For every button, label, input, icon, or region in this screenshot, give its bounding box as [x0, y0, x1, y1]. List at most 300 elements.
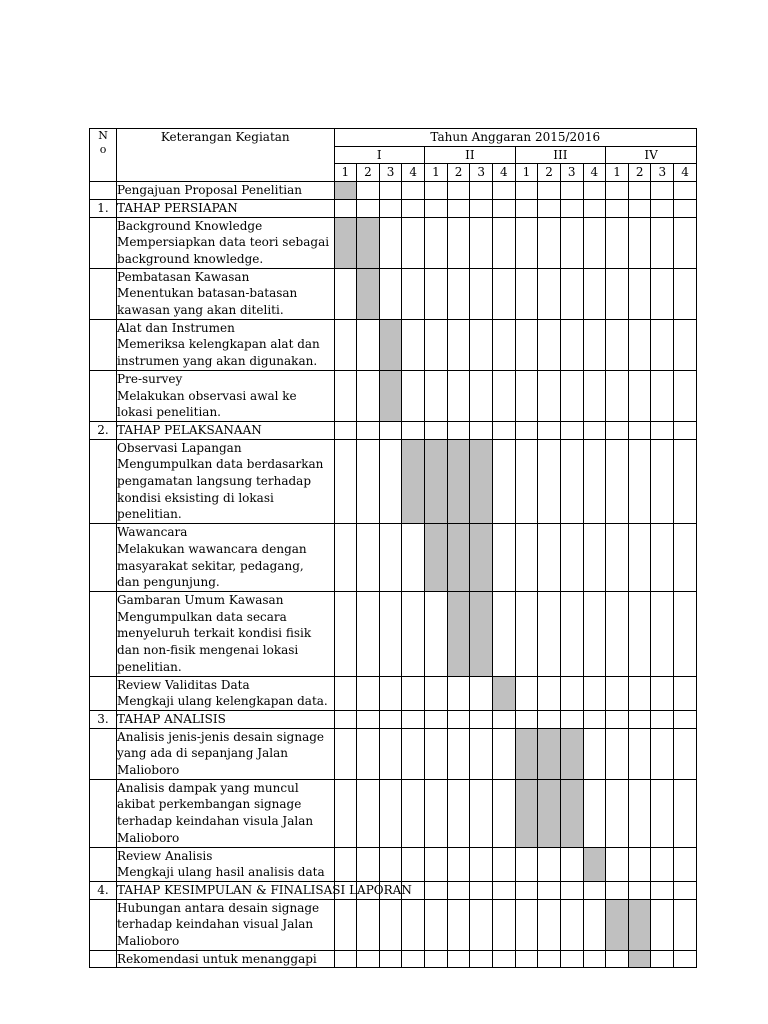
row-number: [90, 524, 117, 592]
schedule-cell: [560, 847, 583, 881]
quarter-header: II: [425, 146, 516, 164]
schedule-cell: [583, 439, 606, 524]
schedule-cell: [606, 370, 629, 421]
schedule-cell-filled: [334, 182, 357, 200]
schedule-cell: [674, 370, 697, 421]
stage-row: [90, 881, 697, 899]
schedule-cell: [538, 182, 561, 200]
schedule-cell: [402, 847, 425, 881]
schedule-cell: [583, 881, 606, 899]
schedule-cell: [515, 319, 538, 370]
description-column-header: Keterangan Kegiatan: [117, 129, 334, 182]
schedule-cell: [606, 847, 629, 881]
schedule-cell: [560, 710, 583, 728]
schedule-cell: [538, 676, 561, 710]
schedule-cell: [606, 524, 629, 592]
schedule-cell: [402, 199, 425, 217]
schedule-cell: [379, 199, 402, 217]
schedule-cell: [628, 676, 651, 710]
schedule-cell: [560, 899, 583, 950]
schedule-cell: [492, 779, 515, 847]
schedule-cell: [402, 524, 425, 592]
schedule-cell: [538, 370, 561, 421]
schedule-cell: [447, 779, 470, 847]
schedule-cell: [515, 591, 538, 676]
description-line: Mengumpulkan data berdasarkan: [117, 457, 324, 472]
schedule-cell: [379, 710, 402, 728]
schedule-cell: [583, 676, 606, 710]
stage-title: [117, 199, 334, 217]
description-line: TAHAP PERSIAPAN: [117, 200, 238, 215]
activity-description: [117, 847, 334, 881]
activity-description: [117, 779, 334, 847]
schedule-cell: [651, 421, 674, 439]
schedule-cell: [470, 710, 493, 728]
schedule-cell-filled: [402, 439, 425, 524]
schedule-cell: [538, 847, 561, 881]
schedule-cell: [470, 728, 493, 779]
schedule-cell: [334, 710, 357, 728]
description-line: Malioboro: [117, 934, 180, 949]
schedule-cell: [334, 779, 357, 847]
activity-row: [90, 524, 697, 592]
schedule-cell: [628, 421, 651, 439]
schedule-cell: [470, 199, 493, 217]
activity-row: [90, 676, 697, 710]
schedule-cell: [606, 710, 629, 728]
schedule-cell: [583, 182, 606, 200]
stage-row: [90, 421, 697, 439]
schedule-cell: [492, 710, 515, 728]
description-line: Mengkaji ulang kelengkapan data.: [117, 694, 328, 709]
schedule-cell: [628, 182, 651, 200]
row-number: [90, 950, 117, 968]
schedule-cell: [357, 524, 380, 592]
schedule-cell-filled: [606, 899, 629, 950]
schedule-cell: [583, 779, 606, 847]
schedule-cell: [583, 199, 606, 217]
schedule-cell: [492, 728, 515, 779]
no-header-line: o: [99, 143, 107, 156]
schedule-cell: [606, 881, 629, 899]
schedule-cell: [674, 728, 697, 779]
schedule-cell: [402, 370, 425, 421]
table-header: [90, 129, 697, 182]
schedule-cell: [425, 881, 448, 899]
schedule-cell: [492, 217, 515, 268]
schedule-cell: [402, 217, 425, 268]
description-line: akibat perkembangan signage: [117, 797, 302, 812]
week-header: 2: [447, 164, 470, 182]
schedule-cell: [492, 439, 515, 524]
schedule-cell-filled: [425, 524, 448, 592]
description-line: Melakukan wawancara dengan: [117, 541, 307, 556]
description-line: Review Validitas Data: [117, 677, 250, 692]
activity-description: [117, 182, 334, 200]
schedule-cell: [606, 182, 629, 200]
schedule-cell: [606, 199, 629, 217]
schedule-cell-filled: [560, 728, 583, 779]
row-number: [90, 268, 117, 319]
week-header: 3: [470, 164, 493, 182]
activity-row: [90, 779, 697, 847]
schedule-cell: [402, 319, 425, 370]
row-number: 3.: [90, 710, 117, 728]
activity-row: [90, 591, 697, 676]
schedule-cell-filled: [425, 439, 448, 524]
schedule-cell: [357, 591, 380, 676]
schedule-cell: [583, 217, 606, 268]
stage-title: [117, 421, 334, 439]
schedule-cell: [470, 676, 493, 710]
schedule-cell: [492, 847, 515, 881]
schedule-cell: [538, 710, 561, 728]
schedule-cell: [357, 950, 380, 968]
schedule-cell: [357, 370, 380, 421]
description-line: Pre-survey: [117, 371, 183, 386]
schedule-cell: [515, 199, 538, 217]
schedule-cell: [583, 268, 606, 319]
schedule-cell: [425, 182, 448, 200]
schedule-cell: [651, 899, 674, 950]
week-header: 1: [334, 164, 357, 182]
schedule-cell: [334, 524, 357, 592]
schedule-cell: [379, 421, 402, 439]
schedule-cell: [538, 950, 561, 968]
schedule-cell-filled: [447, 439, 470, 524]
description-line: terhadap keindahan visula Jalan: [117, 814, 314, 829]
schedule-cell: [402, 268, 425, 319]
description-line: instrumen yang akan digunakan.: [117, 354, 318, 369]
schedule-cell: [651, 710, 674, 728]
week-header: 4: [492, 164, 515, 182]
schedule-cell: [447, 182, 470, 200]
schedule-cell: [674, 217, 697, 268]
schedule-cell: [538, 524, 561, 592]
description-line: menyeluruh terkait kondisi fisik: [117, 626, 312, 641]
activity-description: [117, 676, 334, 710]
schedule-cell: [470, 217, 493, 268]
schedule-cell: [379, 899, 402, 950]
activity-description: [117, 950, 334, 968]
schedule-cell: [334, 899, 357, 950]
schedule-cell: [334, 950, 357, 968]
schedule-cell: [538, 268, 561, 319]
description-line: TAHAP PELAKSANAAN: [117, 422, 262, 437]
schedule-cell: [357, 182, 380, 200]
schedule-cell-filled: [515, 728, 538, 779]
budget-year-header: Tahun Anggaran 2015/2016: [334, 129, 697, 147]
schedule-cell: [606, 439, 629, 524]
schedule-cell: [583, 710, 606, 728]
schedule-cell: [651, 182, 674, 200]
description-line: kawasan yang akan diteliti.: [117, 303, 284, 318]
schedule-cell: [674, 779, 697, 847]
schedule-cell: [538, 899, 561, 950]
schedule-cell: [674, 319, 697, 370]
schedule-cell: [470, 847, 493, 881]
schedule-cell: [628, 779, 651, 847]
stage-title: [117, 881, 412, 899]
description-line: background knowledge.: [117, 251, 264, 266]
schedule-cell: [470, 370, 493, 421]
description-line: pengamatan langsung terhadap: [117, 474, 312, 489]
schedule-cell: [628, 217, 651, 268]
schedule-cell-filled: [515, 779, 538, 847]
activity-row: [90, 268, 697, 319]
schedule-cell: [470, 268, 493, 319]
schedule-cell-filled: [583, 847, 606, 881]
schedule-cell: [560, 268, 583, 319]
schedule-cell: [447, 421, 470, 439]
schedule-cell: [402, 591, 425, 676]
description-line: TAHAP ANALISIS: [117, 711, 226, 726]
schedule-cell: [651, 268, 674, 319]
schedule-cell: [447, 881, 470, 899]
schedule-cell: [651, 847, 674, 881]
schedule-cell: [447, 268, 470, 319]
description-line: lokasi penelitian.: [117, 405, 221, 420]
row-number: [90, 728, 117, 779]
schedule-cell-filled: [447, 524, 470, 592]
schedule-cell: [651, 779, 674, 847]
schedule-cell: [651, 950, 674, 968]
schedule-cell: [492, 591, 515, 676]
schedule-cell: [628, 268, 651, 319]
activity-description: [117, 439, 334, 524]
schedule-cell: [425, 370, 448, 421]
schedule-cell: [425, 779, 448, 847]
week-header: 3: [560, 164, 583, 182]
description-line: Hubungan antara desain signage: [117, 900, 320, 915]
schedule-cell: [606, 421, 629, 439]
quarter-header: IV: [606, 146, 697, 164]
schedule-cell: [357, 421, 380, 439]
schedule-cell-filled: [560, 779, 583, 847]
schedule-cell: [560, 676, 583, 710]
activity-row: [90, 182, 697, 200]
schedule-cell: [425, 199, 448, 217]
schedule-cell-filled: [628, 950, 651, 968]
schedule-cell: [651, 319, 674, 370]
schedule-cell: [470, 881, 493, 899]
activity-description: [117, 268, 334, 319]
schedule-cell: [606, 268, 629, 319]
week-header: 2: [357, 164, 380, 182]
schedule-cell-filled: [357, 217, 380, 268]
description-line: Review Analisis: [117, 848, 213, 863]
description-line: yang ada di sepanjang Jalan: [117, 746, 288, 761]
schedule-cell: [402, 421, 425, 439]
schedule-cell: [606, 779, 629, 847]
description-line: Mengkaji ulang hasil analisis data: [117, 865, 325, 880]
week-header: 2: [628, 164, 651, 182]
schedule-cell: [425, 728, 448, 779]
schedule-cell: [515, 710, 538, 728]
quarter-header: I: [334, 146, 425, 164]
activity-description: [117, 370, 334, 421]
schedule-cell: [606, 217, 629, 268]
schedule-cell: [357, 728, 380, 779]
schedule-cell: [357, 439, 380, 524]
schedule-cell: [628, 591, 651, 676]
schedule-cell: [402, 676, 425, 710]
activity-row: [90, 217, 697, 268]
schedule-cell: [425, 899, 448, 950]
schedule-cell: [402, 779, 425, 847]
week-header: 4: [674, 164, 697, 182]
schedule-cell: [492, 899, 515, 950]
schedule-cell: [674, 591, 697, 676]
row-number: [90, 439, 117, 524]
schedule-cell: [560, 182, 583, 200]
schedule-cell: [651, 728, 674, 779]
row-number: [90, 217, 117, 268]
schedule-cell: [425, 591, 448, 676]
schedule-cell: [674, 847, 697, 881]
no-column-header: [90, 129, 117, 182]
schedule-cell-filled: [492, 676, 515, 710]
schedule-cell: [357, 319, 380, 370]
schedule-cell: [583, 728, 606, 779]
description-line: TAHAP KESIMPULAN & FINALISASI LAPORAN: [117, 882, 412, 897]
schedule-cell: [379, 524, 402, 592]
schedule-cell: [492, 182, 515, 200]
schedule-cell: [674, 524, 697, 592]
row-number: [90, 847, 117, 881]
schedule-cell: [651, 370, 674, 421]
schedule-cell-filled: [628, 899, 651, 950]
schedule-cell: [379, 779, 402, 847]
schedule-cell: [492, 268, 515, 319]
schedule-cell: [515, 182, 538, 200]
schedule-cell: [425, 847, 448, 881]
week-header: 3: [379, 164, 402, 182]
schedule-cell-filled: [538, 779, 561, 847]
schedule-cell: [628, 199, 651, 217]
schedule-cell: [651, 439, 674, 524]
stage-row: [90, 199, 697, 217]
description-line: Mempersiapkan data teori sebagai: [117, 235, 330, 250]
row-number: [90, 676, 117, 710]
schedule-cell: [334, 370, 357, 421]
schedule-cell-filled: [470, 524, 493, 592]
activity-description: [117, 524, 334, 592]
schedule-cell: [492, 950, 515, 968]
schedule-cell: [379, 182, 402, 200]
schedule-cell: [606, 950, 629, 968]
schedule-cell: [470, 319, 493, 370]
schedule-cell: [674, 421, 697, 439]
schedule-cell: [447, 217, 470, 268]
schedule-cell: [470, 779, 493, 847]
description-line: Pembatasan Kawasan: [117, 269, 250, 284]
schedule-cell: [357, 199, 380, 217]
schedule-cell: [583, 319, 606, 370]
description-line: Memeriksa kelengkapan alat dan: [117, 337, 320, 352]
schedule-cell: [425, 421, 448, 439]
schedule-cell: [538, 591, 561, 676]
row-number: [90, 370, 117, 421]
schedule-cell: [538, 881, 561, 899]
schedule-cell: [334, 421, 357, 439]
schedule-cell: [606, 728, 629, 779]
description-line: Analisis jenis-jenis desain signage: [117, 729, 325, 744]
schedule-cell: [357, 676, 380, 710]
schedule-cell: [560, 199, 583, 217]
schedule-cell: [628, 881, 651, 899]
schedule-cell-filled: [357, 268, 380, 319]
schedule-cell-filled: [538, 728, 561, 779]
activity-row: [90, 370, 697, 421]
quarter-header: III: [515, 146, 606, 164]
schedule-cell: [560, 370, 583, 421]
week-header: 1: [425, 164, 448, 182]
schedule-cell: [560, 591, 583, 676]
description-line: Observasi Lapangan: [117, 440, 242, 455]
schedule-cell: [628, 710, 651, 728]
stage-row: [90, 710, 697, 728]
schedule-cell: [515, 899, 538, 950]
week-header: 1: [606, 164, 629, 182]
row-number: [90, 899, 117, 950]
schedule-cell: [447, 710, 470, 728]
schedule-cell: [492, 524, 515, 592]
schedule-cell: [628, 847, 651, 881]
activity-row: [90, 728, 697, 779]
schedule-cell: [674, 899, 697, 950]
schedule-cell: [651, 217, 674, 268]
schedule-cell: [379, 847, 402, 881]
schedule-cell: [447, 847, 470, 881]
schedule-cell: [402, 899, 425, 950]
schedule-cell-filled: [447, 591, 470, 676]
schedule-cell: [402, 728, 425, 779]
schedule-cell: [538, 421, 561, 439]
schedule-cell-filled: [379, 370, 402, 421]
description-line: Pengajuan Proposal Penelitian: [117, 183, 302, 198]
schedule-cell: [425, 217, 448, 268]
schedule-cell: [651, 676, 674, 710]
schedule-cell: [515, 950, 538, 968]
activity-row: [90, 899, 697, 950]
description-line: Analisis dampak yang muncul: [117, 780, 299, 795]
schedule-cell-filled: [470, 439, 493, 524]
row-number: 1.: [90, 199, 117, 217]
description-line: Alat dan Instrumen: [117, 320, 235, 335]
schedule-cell: [447, 370, 470, 421]
row-number: [90, 591, 117, 676]
schedule-cell: [470, 899, 493, 950]
schedule-cell: [560, 217, 583, 268]
description-line: Background Knowledge: [117, 218, 263, 233]
schedule-cell: [628, 728, 651, 779]
description-line: penelitian.: [117, 507, 182, 522]
schedule-cell: [379, 591, 402, 676]
schedule-cell: [357, 899, 380, 950]
schedule-cell: [334, 676, 357, 710]
schedule-cell: [674, 676, 697, 710]
description-line: kondisi eksisting di lokasi: [117, 490, 274, 505]
activity-row: [90, 319, 697, 370]
schedule-body: [90, 182, 697, 968]
schedule-cell: [470, 182, 493, 200]
schedule-cell: [674, 439, 697, 524]
schedule-cell: [447, 676, 470, 710]
week-header: 2: [538, 164, 561, 182]
schedule-cell: [583, 899, 606, 950]
schedule-cell: [425, 710, 448, 728]
